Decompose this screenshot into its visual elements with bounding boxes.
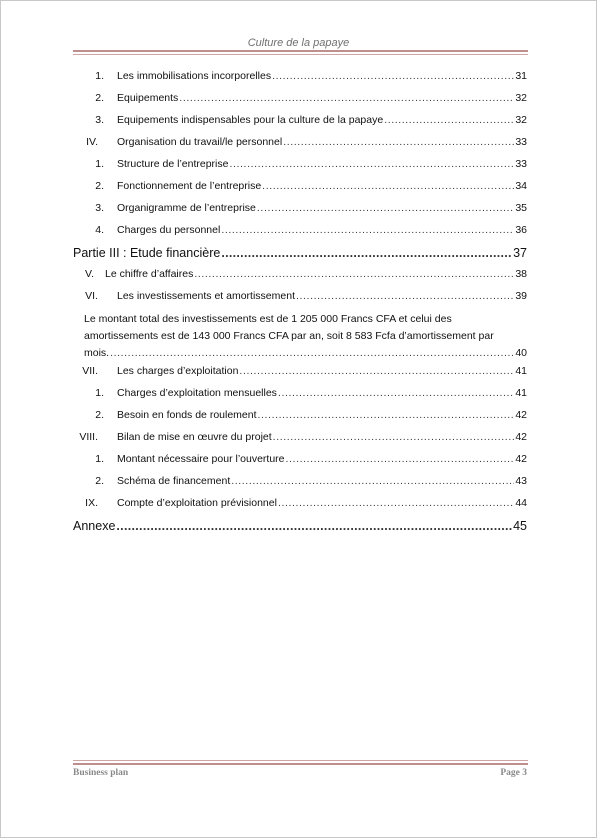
- toc-dot-leader: [278, 496, 514, 510]
- toc-page-number: 35: [515, 202, 527, 214]
- toc-entry-number: 1.: [95, 70, 104, 82]
- toc-entry[interactable]: [73, 179, 527, 193]
- toc-entry-number: 1.: [95, 453, 104, 465]
- toc-entry-title: Le chiffre d’affaires: [105, 268, 194, 280]
- toc-entry-paragraph[interactable]: [73, 311, 527, 362]
- toc-entry-title: Equipements: [117, 92, 179, 104]
- toc-entry[interactable]: [73, 496, 527, 510]
- toc-entry[interactable]: [73, 157, 527, 171]
- toc-page-number: 43: [515, 475, 527, 487]
- toc-entry[interactable]: [73, 113, 527, 127]
- toc-entry-title: Montant nécessaire pour l’ouverture: [117, 453, 285, 465]
- toc-dot-leader: [110, 345, 514, 362]
- footer-rule-thick: [73, 763, 528, 765]
- toc-entry[interactable]: [73, 386, 527, 400]
- toc-page-number: 37: [513, 246, 527, 260]
- toc-entry-title: Fonctionnement de l’entreprise: [117, 180, 262, 192]
- toc-page-number: 42: [515, 453, 527, 465]
- toc-page-number: 34: [515, 180, 527, 192]
- toc-page-number: 31: [515, 70, 527, 82]
- toc-entry[interactable]: [73, 452, 527, 466]
- toc-page-number: 41: [515, 387, 527, 399]
- toc-dot-leader: [221, 223, 514, 237]
- header-rule-thick: [73, 50, 528, 52]
- toc-paragraph-line: mois.: [84, 347, 110, 359]
- toc-entry[interactable]: [73, 364, 527, 378]
- toc-dot-leader: [258, 408, 515, 422]
- footer-page-number: Page 3: [500, 768, 527, 778]
- toc-entry-title: Structure de l’entreprise: [117, 158, 229, 170]
- toc-page-number: 33: [515, 136, 527, 148]
- toc-page-number: 40: [515, 347, 527, 359]
- toc-entry-number: 1.: [95, 387, 104, 399]
- toc-entry-number: 2.: [95, 92, 104, 104]
- footer-rule-thin: [73, 760, 528, 761]
- toc-entry-number: 3.: [95, 114, 104, 126]
- toc-entry-title: Charges d’exploitation mensuelles: [117, 387, 277, 399]
- toc-page-number: 42: [515, 409, 527, 421]
- toc-entry-title: Organigramme de l’entreprise: [117, 202, 256, 214]
- toc-entry-title: Annexe: [73, 519, 116, 533]
- toc-entry-title: Bilan de mise en œuvre du projet: [117, 431, 272, 443]
- toc-page-number: 41: [515, 365, 527, 377]
- toc-dot-leader: [221, 245, 512, 261]
- toc-page-number: 45: [513, 519, 527, 533]
- toc-entry-number: VIII.: [79, 431, 98, 443]
- toc-page-number: 36: [515, 224, 527, 236]
- toc-entry-title: Les charges d’exploitation: [117, 365, 239, 377]
- toc-entry-title: Schéma de financement: [117, 475, 231, 487]
- toc-dot-leader: [262, 179, 514, 193]
- toc-entry[interactable]: [73, 201, 527, 215]
- toc-entry-number: VII.: [82, 365, 98, 377]
- toc-entry-number: 2.: [95, 180, 104, 192]
- toc-entry-number: IX.: [85, 497, 98, 509]
- toc-page-number: 42: [515, 431, 527, 443]
- toc-dot-leader: [179, 91, 514, 105]
- toc-page-number: 32: [515, 114, 527, 126]
- header-rule-thin: [73, 54, 528, 55]
- toc-entry-part[interactable]: [73, 518, 527, 534]
- toc-dot-leader: [286, 452, 515, 466]
- toc-entry[interactable]: [73, 135, 527, 149]
- table-of-contents: [73, 69, 527, 540]
- running-header: Culture de la papaye: [247, 37, 350, 49]
- toc-entry-number: V.: [85, 268, 94, 280]
- toc-entry[interactable]: [73, 267, 527, 281]
- toc-dot-leader: [296, 289, 514, 303]
- toc-entry[interactable]: [73, 69, 527, 83]
- toc-entry-number: VI.: [85, 290, 98, 302]
- toc-entry-title: Organisation du travail/le personnel: [117, 136, 283, 148]
- toc-entry-title: Compte d’exploitation prévisionnel: [117, 497, 277, 509]
- toc-entry-title: Partie III : Etude financière: [73, 246, 221, 260]
- toc-page-number: 33: [515, 158, 527, 170]
- toc-entry-title: Equipements indispensables pour la culture de la papaye: [117, 114, 384, 126]
- toc-entry-number: 1.: [95, 158, 104, 170]
- toc-entry[interactable]: [73, 474, 527, 488]
- toc-dot-leader: [231, 474, 514, 488]
- toc-dot-leader: [116, 518, 512, 534]
- toc-entry-title: Charges du personnel: [117, 224, 221, 236]
- toc-entry[interactable]: [73, 223, 527, 237]
- toc-dot-leader: [283, 135, 514, 149]
- toc-entry-part[interactable]: [73, 245, 527, 261]
- toc-entry-number: IV.: [86, 136, 98, 148]
- toc-dot-leader: [278, 386, 514, 400]
- toc-entry[interactable]: [73, 430, 527, 444]
- toc-entry[interactable]: [73, 408, 527, 422]
- toc-entry-title: Besoin en fonds de roulement: [117, 409, 257, 421]
- toc-dot-leader: [272, 69, 514, 83]
- toc-entry-number: 2.: [95, 475, 104, 487]
- toc-entry[interactable]: [73, 91, 527, 105]
- toc-entry[interactable]: [73, 289, 527, 303]
- toc-entry-number: 3.: [95, 202, 104, 214]
- toc-paragraph-line: Le montant total des investissements est de 1 205 000 Francs CFA et celui des: [84, 313, 452, 325]
- toc-entry-title: Les immobilisations incorporelles: [117, 70, 272, 82]
- toc-dot-leader: [194, 267, 514, 281]
- toc-dot-leader: [239, 364, 514, 378]
- toc-entry-title: Les investissements et amortissement: [117, 290, 295, 302]
- toc-page-number: 39: [515, 290, 527, 302]
- toc-page-number: 38: [515, 268, 527, 280]
- toc-dot-leader: [384, 113, 514, 127]
- toc-dot-leader: [229, 157, 514, 171]
- toc-dot-leader: [257, 201, 514, 215]
- toc-paragraph-line: amortissements est de 143 000 Francs CFA par an, soit 8 583 Fcfa d’amortissement par: [84, 330, 494, 342]
- toc-dot-leader: [273, 430, 515, 444]
- footer-document-name: Business plan: [73, 768, 129, 778]
- toc-entry-number: 4.: [95, 224, 104, 236]
- toc-entry-number: 2.: [95, 409, 104, 421]
- toc-page-number: 32: [515, 92, 527, 104]
- toc-page-number: 44: [515, 497, 527, 509]
